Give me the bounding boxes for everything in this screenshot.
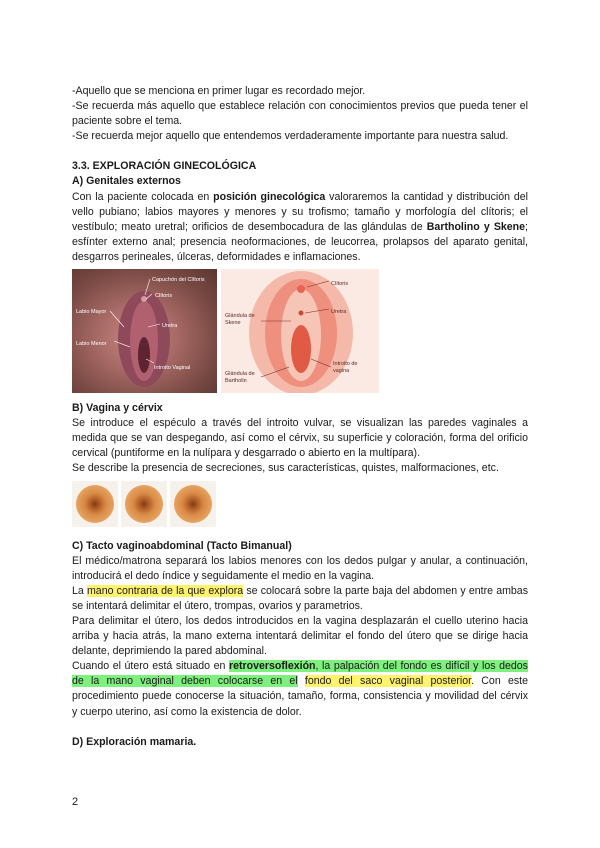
- section-title: 3.3. EXPLORACIÓN GINECOLÓGICA: [72, 160, 257, 173]
- subsection-b-paragraph-1: Se introduce el espéculo a través del introito vulvar, se visualizan las paredes vaginales a medida que se van despegando, así como el cérvix, su superficie y coloración, forma del orificio cervical (puntiforme en la nulípara y desgarrado o abierto en la multípara).: [72, 417, 528, 460]
- highlight-mano-contraria: mano contraria de la que explora: [86, 584, 244, 597]
- cervix-figures: [72, 481, 528, 527]
- genital-figures: [72, 269, 528, 393]
- diagram-label-introito: Introito de vagina: [333, 361, 358, 375]
- subsection-c-paragraph-3: Para delimitar el útero, los dedos introducidos en la vagina desplazarán el cuello uterino hacia arriba y hacia atrás, la mano externa intentará delimitar el fondo del útero que se dirige hacia delante, deprimiendo la pared abdominal.: [72, 614, 528, 658]
- highlight-palpacion: , la palpación del fondo es difícil y los dedos de la mano vaginal deben colocarse en el: [72, 660, 528, 688]
- bold-bartholino: Bartholino y Skene: [426, 220, 526, 233]
- label-introito: Introito Vaginal: [154, 365, 191, 372]
- highlight-fondo-saco: fondo del saco vaginal posterior: [304, 675, 472, 688]
- intro-paragraph-2: -Se recuerda más aquello que establece relación con conocimientos previos que pueda tener el paciente sobre el tema.: [72, 100, 528, 128]
- subsection-a-title: A) Genitales externos: [72, 175, 181, 188]
- subsection-c-paragraph-1: El médico/matrona separará los labios menores con los dedos pulgar y anular, a continuación, introducirá el dedo índice y seguidamente el medio en la vagina.: [72, 554, 528, 582]
- label-uretra: Uretra: [162, 323, 178, 330]
- diagram-label-skene: Glándula de Skene: [225, 313, 255, 327]
- diagram-label-clitoris: Clítoris: [331, 281, 349, 288]
- subsection-c-paragraph-4: Cuando el útero está situado en retroversoflexión, la palpación del fondo es difícil y los dedos de la mano vaginal deben colocarse en el fondo del saco vaginal posterior. Con este procedimiento puede conocerse la situación, tamaño, forma, consistencia y movilidad del cérvix y cuerpo uterino, así como la existencia de dolor.: [72, 660, 528, 718]
- cervix-image-1: [72, 481, 118, 527]
- external-genitalia-photo: [72, 269, 217, 393]
- bold-posicion: posición ginecológica: [213, 190, 326, 203]
- label-clitoris: Clítoris: [155, 293, 173, 300]
- page-content: [72, 84, 528, 750]
- subsection-c-title: C) Tacto vaginoabdominal (Tacto Bimanual): [72, 539, 292, 552]
- label-labio-menor: Labio Menor: [76, 341, 107, 348]
- intro-paragraph-1: -Aquello que se menciona en primer lugar es recordado mejor.: [72, 85, 366, 97]
- page-number: 2: [72, 796, 79, 808]
- subsection-d-title: D) Exploración mamaria.: [72, 735, 197, 748]
- label-labio-mayor: Labio Mayor: [76, 309, 107, 316]
- highlight-retroversoflexion: retroversoflexión: [228, 660, 316, 673]
- subsection-a-paragraph: Con la paciente colocada en posición ginecológica valoraremos la cantidad y distribución del vello pubiano; labios mayores y menores y su trofismo; tamaño y morfología del clítoris; el vestíbulo; meato uretral; orificios de desembocadura de las glándulas de Bartholino y Skene; esfínter externo anal; presencia neoformaciones, de leucorrea, prolapsos del aparato genital, desgarros perineales, úlceras, deformidades e inflamaciones.: [72, 190, 528, 263]
- external-genitalia-diagram: [221, 269, 379, 393]
- cervix-image-3: [170, 481, 216, 527]
- cervix-image-2: [121, 481, 167, 527]
- intro-paragraph-3: -Se recuerda mejor aquello que entendemos verdaderamente importante para nuestra salud.: [72, 130, 509, 143]
- subsection-c-paragraph-2: La mano contraria de la que explora se colocará sobre la parte baja del abdomen y entre ambas se intentará delimitar el útero, trompas, ovarios y parametrios.: [72, 584, 528, 612]
- subsection-b-paragraph-2: Se describe la presencia de secreciones, sus características, quistes, malformaciones, etc.: [72, 462, 499, 475]
- diagram-label-bartholin: Glándula de Bartholin: [225, 371, 255, 385]
- subsection-b-title: B) Vagina y cérvix: [72, 402, 163, 415]
- label-capuchon: Capuchón del Clítoris: [152, 277, 205, 284]
- diagram-label-uretra: Uretra: [331, 309, 347, 316]
